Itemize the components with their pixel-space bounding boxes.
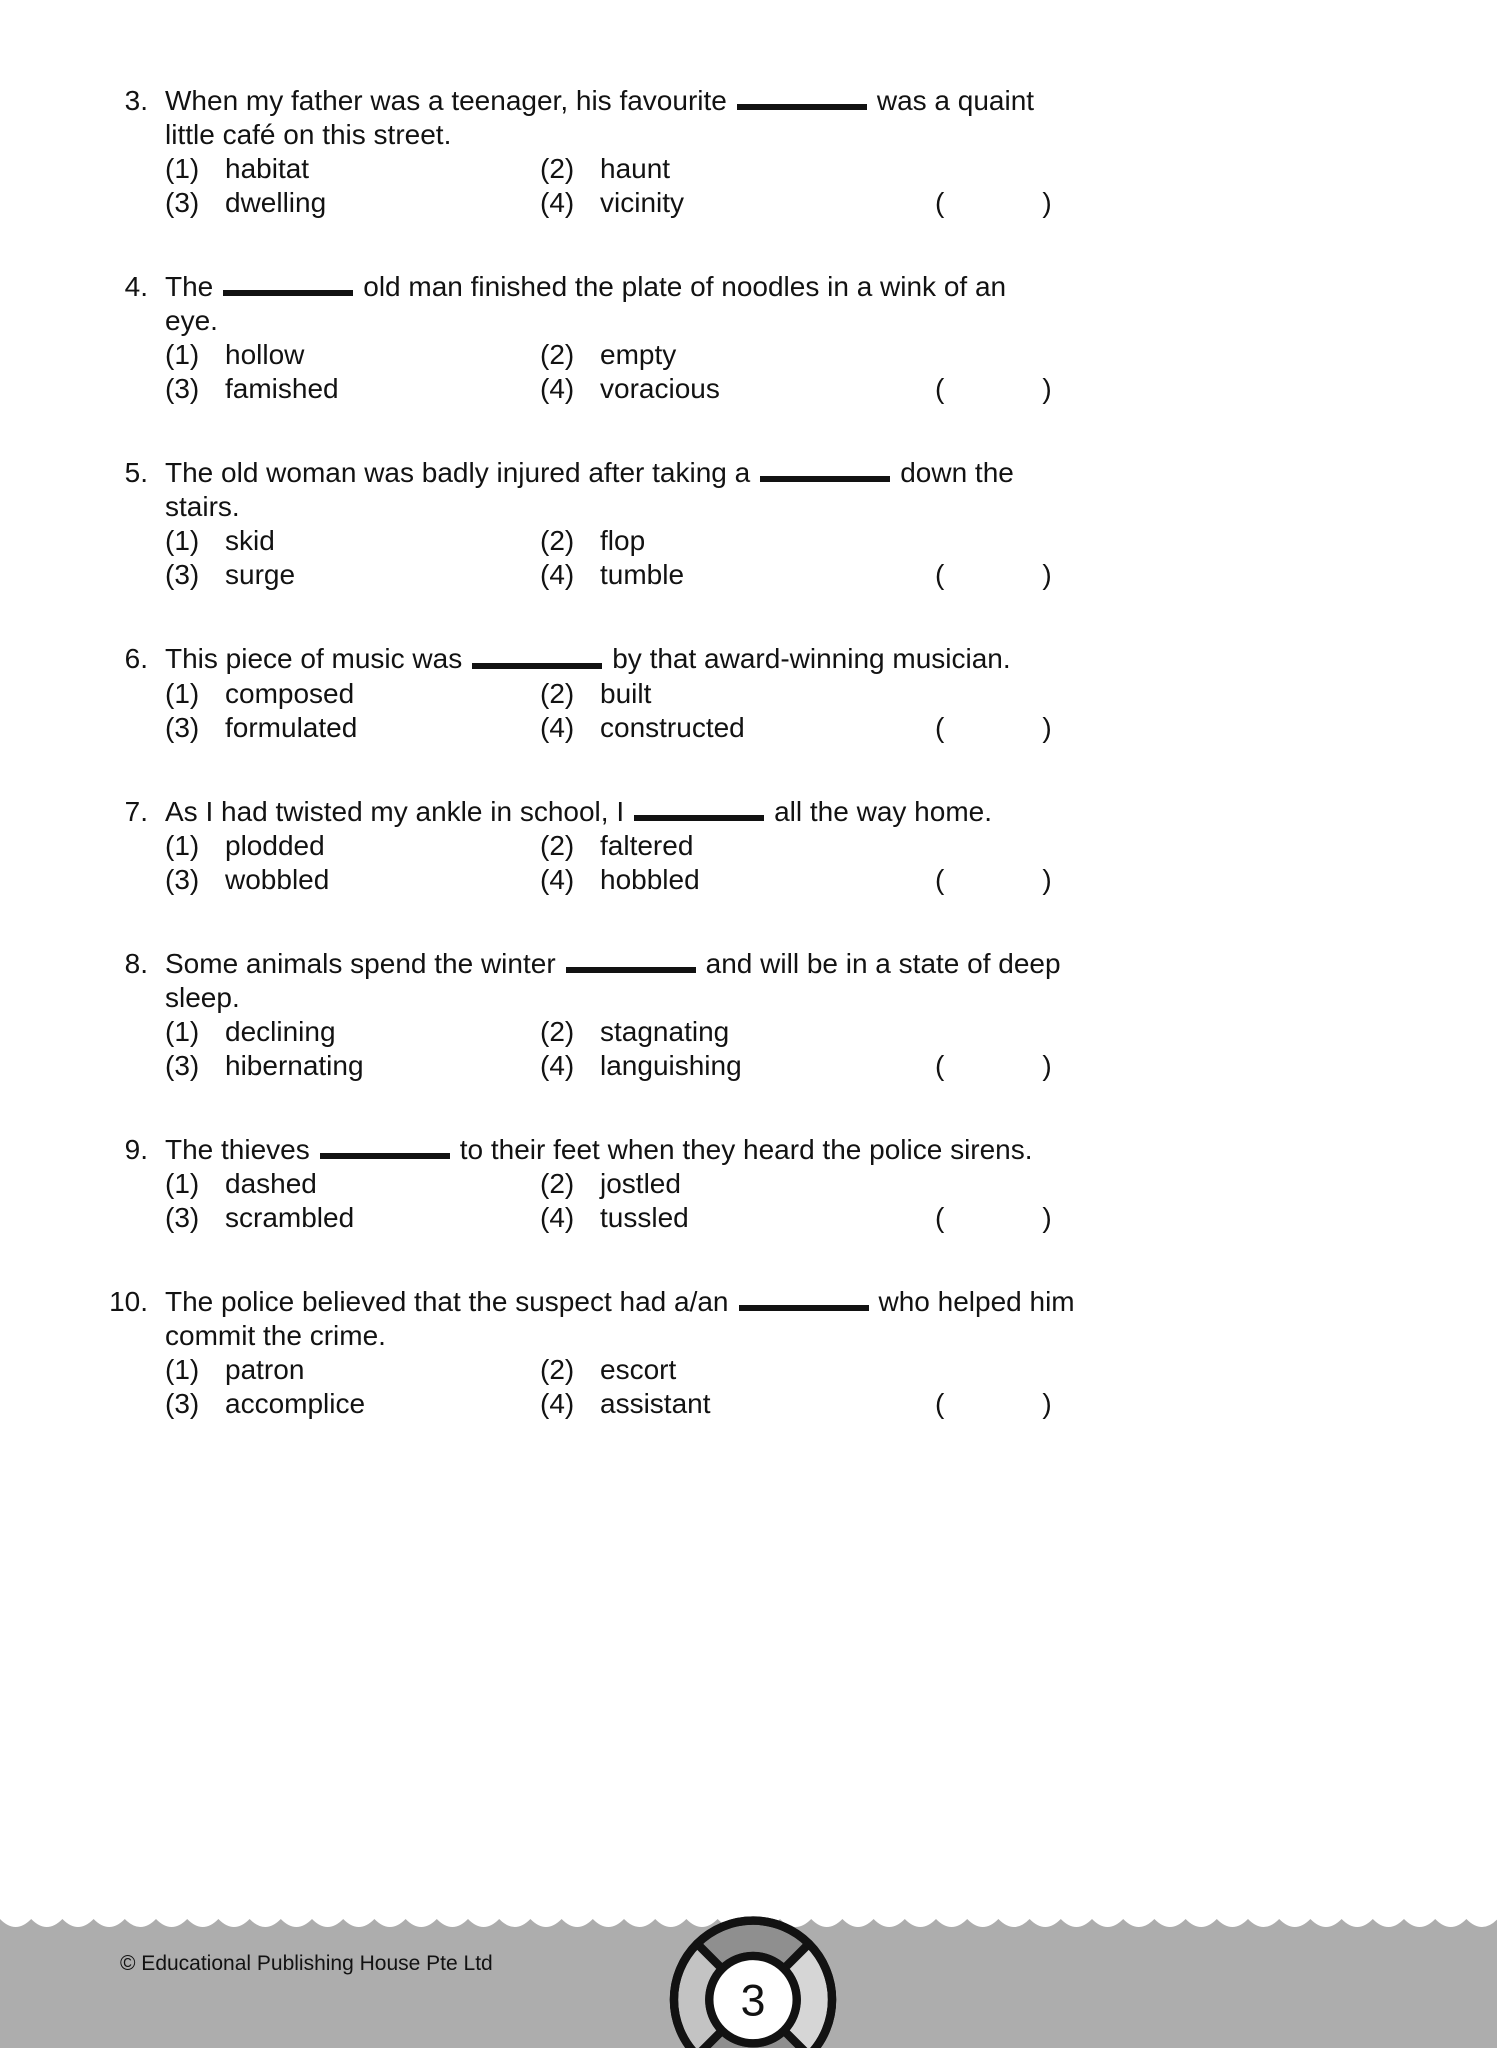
option-1-text: hollow [225, 339, 305, 371]
option-3-label: (3) [165, 187, 200, 219]
question-sentence [165, 1133, 1437, 1167]
question-block [95, 1285, 1437, 1421]
question-body [165, 1133, 1437, 1235]
page-footer [0, 1930, 1497, 2048]
sentence-before-blank: The [165, 271, 214, 303]
question-block [95, 270, 1437, 406]
sentence-after-blank: down the [900, 457, 1014, 489]
option-2-label: (2) [540, 153, 575, 185]
sentence-after-blank: by that award-winning musician. [612, 643, 1011, 675]
question-number: 8. [124, 947, 148, 979]
option-3-label: (3) [165, 711, 200, 743]
option-4-text: hobbled [600, 863, 700, 895]
option-3-text: formulated [225, 711, 358, 743]
question-body [165, 642, 1437, 744]
option-3-label: (3) [165, 559, 200, 591]
question-block [95, 947, 1437, 1083]
copyright-text: © Educational Publishing House Pte Ltd [120, 1952, 493, 1975]
option-3-text: hibernating [225, 1049, 364, 1081]
option-1-text: declining [225, 1015, 336, 1047]
option-1-text: dashed [225, 1168, 317, 1200]
sentence-before-blank: When my father was a teenager, his favourite [165, 85, 727, 117]
answer-bracket-close: ) [1042, 863, 1052, 895]
question-sentence-continued: sleep. [165, 981, 240, 1013]
option-2-text: faltered [600, 829, 694, 861]
option-1-text: habitat [225, 153, 310, 185]
option-2-text: escort [600, 1354, 677, 1386]
answer-bracket-close: ) [1042, 1388, 1052, 1420]
options-row-1 [165, 152, 1437, 186]
option-4-text: languishing [600, 1049, 742, 1081]
question-block [95, 84, 1437, 220]
option-4-text: tussled [600, 1202, 689, 1234]
option-4-label: (4) [540, 1388, 575, 1420]
answer-blank-line [739, 1285, 869, 1311]
question-sentence [165, 456, 1437, 490]
option-3-label: (3) [165, 1049, 200, 1081]
answer-bracket-close: ) [1042, 1049, 1052, 1081]
options-row-1 [165, 338, 1437, 372]
sentence-before-blank: This piece of music was [165, 643, 463, 675]
answer-bracket-open: ( [935, 711, 945, 743]
answer-bracket-close: ) [1042, 373, 1052, 405]
option-1-label: (1) [165, 339, 200, 371]
option-2-text: haunt [600, 153, 671, 185]
options-row-1 [165, 677, 1437, 711]
sentence-after-blank: who helped him [878, 1286, 1075, 1318]
options-row-2 [165, 1387, 1437, 1421]
option-3-text: famished [225, 373, 339, 405]
option-3-text: wobbled [225, 863, 330, 895]
option-1-label: (1) [165, 1354, 200, 1386]
sentence-after-blank: to their feet when they heard the police sirens. [459, 1134, 1033, 1166]
sentence-before-blank: The thieves [165, 1134, 310, 1166]
question-block [95, 795, 1437, 897]
answer-bracket-open: ( [935, 1388, 945, 1420]
question-sentence-continued: eye. [165, 305, 218, 337]
option-3-label: (3) [165, 373, 200, 405]
question-body [165, 795, 1437, 897]
question-number: 10. [109, 1286, 148, 1318]
question-number: 5. [124, 457, 148, 489]
question-body [165, 947, 1437, 1083]
answer-bracket-open: ( [935, 373, 945, 405]
option-2-label: (2) [540, 677, 575, 709]
option-2-label: (2) [540, 1354, 575, 1386]
option-1-text: skid [225, 525, 275, 557]
question-body [165, 84, 1437, 220]
question-number: 4. [124, 271, 148, 303]
option-4-text: constructed [600, 711, 745, 743]
answer-bracket-close: ) [1042, 187, 1052, 219]
question-sentence [165, 947, 1437, 981]
sentence-after-blank: and will be in a state of deep [705, 947, 1061, 979]
sentence-before-blank: The police believed that the suspect had a/an [165, 1286, 729, 1318]
option-2-label: (2) [540, 339, 575, 371]
option-4-text: voracious [600, 373, 720, 405]
option-2-label: (2) [540, 1015, 575, 1047]
answer-blank-line [634, 795, 764, 821]
option-1-text: composed [225, 677, 355, 709]
options-row-2 [165, 558, 1437, 592]
answer-bracket-open: ( [935, 1049, 945, 1081]
option-2-label: (2) [540, 525, 575, 557]
options-row-2 [165, 372, 1437, 406]
option-3-text: surge [225, 559, 296, 591]
question-sentence-continued: commit the crime. [165, 1320, 386, 1352]
answer-blank-line [566, 947, 696, 973]
option-1-label: (1) [165, 1168, 200, 1200]
sentence-before-blank: Some animals spend the winter [165, 947, 556, 979]
option-2-text: built [600, 677, 652, 709]
option-3-text: accomplice [225, 1388, 366, 1420]
page-number: 3 [740, 1976, 766, 2026]
answer-bracket-close: ) [1042, 1202, 1052, 1234]
answer-bracket-open: ( [935, 187, 945, 219]
option-2-text: stagnating [600, 1015, 730, 1047]
options-row-1 [165, 1353, 1437, 1387]
question-number: 7. [124, 795, 148, 827]
options-row-2 [165, 1049, 1437, 1083]
option-3-label: (3) [165, 1202, 200, 1234]
option-2-label: (2) [540, 1168, 575, 1200]
question-sentence [165, 270, 1437, 304]
option-1-label: (1) [165, 829, 200, 861]
option-1-label: (1) [165, 1015, 200, 1047]
sentence-after-blank: old man finished the plate of noodles in a wink of an [363, 271, 1007, 303]
option-1-label: (1) [165, 153, 200, 185]
lifebuoy-page-number-icon [660, 1902, 846, 2048]
options-row-1 [165, 829, 1437, 863]
answer-bracket-open: ( [935, 863, 945, 895]
options-row-1 [165, 1167, 1437, 1201]
answer-blank-line [737, 84, 867, 110]
question-number: 9. [124, 1133, 148, 1165]
option-1-text: patron [225, 1354, 305, 1386]
sentence-after-blank: was a quaint [876, 85, 1035, 117]
answer-bracket-open: ( [935, 1202, 945, 1234]
question-block [95, 1133, 1437, 1235]
option-4-label: (4) [540, 711, 575, 743]
options-row-2 [165, 186, 1437, 220]
question-body [165, 1285, 1437, 1421]
options-row-1 [165, 1015, 1437, 1049]
option-4-label: (4) [540, 373, 575, 405]
option-4-label: (4) [540, 1202, 575, 1234]
option-3-text: dwelling [225, 187, 327, 219]
question-sentence [165, 642, 1437, 676]
question-sentence [165, 84, 1437, 118]
option-4-label: (4) [540, 863, 575, 895]
sentence-before-blank: The old woman was badly injured after taking a [165, 457, 751, 489]
sentence-before-blank: As I had twisted my ankle in school, I [165, 795, 625, 827]
option-1-text: plodded [225, 829, 325, 861]
option-4-label: (4) [540, 1049, 575, 1081]
question-sentence [165, 1285, 1437, 1319]
option-3-label: (3) [165, 863, 200, 895]
option-3-label: (3) [165, 1388, 200, 1420]
question-number: 6. [124, 643, 148, 675]
options-row-2 [165, 1201, 1437, 1235]
option-4-label: (4) [540, 559, 575, 591]
option-1-label: (1) [165, 677, 200, 709]
answer-blank-line [472, 642, 602, 668]
question-block [95, 456, 1437, 592]
option-4-label: (4) [540, 187, 575, 219]
question-sentence-continued: little café on this street. [165, 119, 452, 151]
answer-blank-line [760, 456, 890, 482]
question-number: 3. [124, 85, 148, 116]
answer-blank-line [223, 270, 353, 296]
sentence-after-blank: all the way home. [774, 795, 992, 827]
option-3-text: scrambled [225, 1202, 355, 1234]
options-row-2 [165, 711, 1437, 745]
question-body [165, 270, 1437, 406]
option-4-text: vicinity [600, 187, 685, 219]
option-4-text: assistant [600, 1388, 711, 1420]
question-body [165, 456, 1437, 592]
option-2-label: (2) [540, 829, 575, 861]
option-4-text: tumble [600, 559, 685, 591]
question-sentence [165, 795, 1437, 829]
option-2-text: empty [600, 339, 677, 371]
option-2-text: flop [600, 525, 646, 557]
answer-bracket-open: ( [935, 559, 945, 591]
answer-bracket-close: ) [1042, 711, 1052, 743]
answer-blank-line [320, 1133, 450, 1159]
question-sentence-continued: stairs. [165, 491, 240, 523]
answer-bracket-close: ) [1042, 559, 1052, 591]
option-1-label: (1) [165, 525, 200, 557]
options-row-2 [165, 863, 1437, 897]
option-2-text: jostled [600, 1168, 681, 1200]
options-row-1 [165, 524, 1437, 558]
question-block [95, 642, 1437, 744]
